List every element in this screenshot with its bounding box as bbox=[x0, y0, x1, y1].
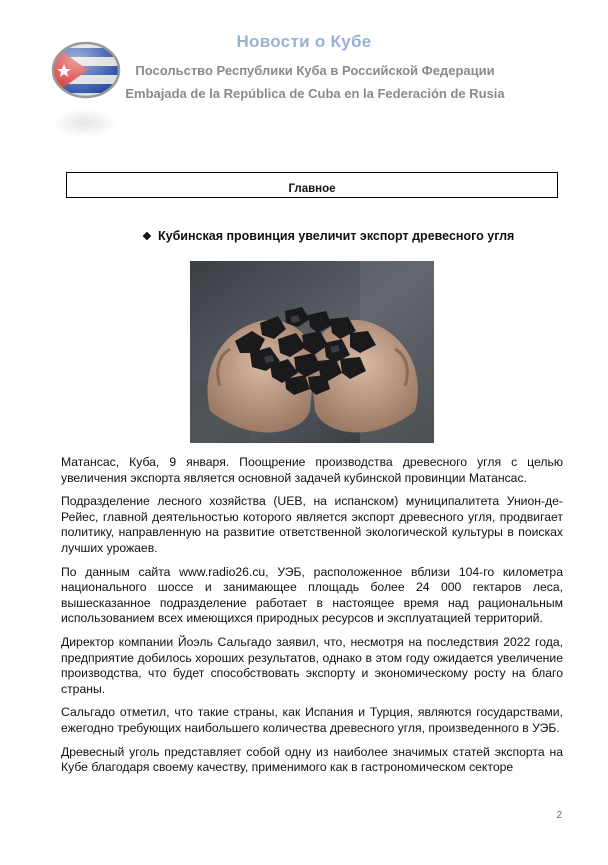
embassy-name-es: Embajada de la República de Cuba en la Federación de Rusia bbox=[125, 86, 505, 101]
embassy-name-ru: Посольство Республики Куба в Российской Федерации bbox=[135, 63, 495, 78]
article-paragraph: Директор компании Йоэль Сальгадо заявил, что, несмотря на последствия 2022 года, предприятие добилось хороших результатов, однако в этом году ожидается увеличение производства, что будет способствовать экспорту и экономическому росту на благо страны. bbox=[61, 634, 563, 696]
article-paragraph: Древесный уголь представляет собой одну из наиболее значимых статей экспорта на Кубе благодаря своему качеству, применимого как в гастрономическом секторе bbox=[61, 744, 563, 775]
diamond-bullet-icon: ❖ bbox=[142, 231, 152, 243]
logo-reflection bbox=[52, 108, 118, 138]
article-paragraph: Матансас, Куба, 9 января. Поощрение производства древесного угля с целью увеличения экспорта является основной задачей кубинской провинции Матансас. bbox=[61, 455, 563, 485]
article-paragraph: Подразделение лесного хозяйства (UEB, на испанском) муниципалитета Унион-де-Рейес, главной деятельностью которого является экспорт древесного угля, продвигает политику, направленную на развитие ответственной экологической культуры в поисках лучших урожаев. bbox=[61, 494, 563, 555]
article-paragraph: По данным сайта www.radio26.cu, УЭБ, расположенное вблизи 104-го километра национального шоссе и занимающее площадь более 24 000 гектаров леса, вышесказанное подразделение работает в настоящее время над рациональным использованием всех имеющихся природных ресурсов и эксплуатацией территорий. bbox=[61, 564, 563, 626]
article-headline bbox=[142, 229, 514, 243]
section-header-box bbox=[66, 172, 558, 198]
article-headline-text: Кубинская провинция увеличит экспорт древесного угля bbox=[158, 229, 515, 243]
article-paragraph: Сальгадо отметил, что такие страны, как Испания и Турция, являются государствами, ежегодно требующих наибольшего количества древесного угля, произведенного в УЭБ. bbox=[61, 705, 563, 735]
article-body bbox=[61, 455, 563, 784]
newsletter-title: Новости о Кубе bbox=[236, 32, 372, 51]
page-number: 2 bbox=[556, 810, 562, 821]
hands-holding-charcoal-image bbox=[190, 261, 434, 443]
section-label: Главное bbox=[288, 183, 336, 195]
